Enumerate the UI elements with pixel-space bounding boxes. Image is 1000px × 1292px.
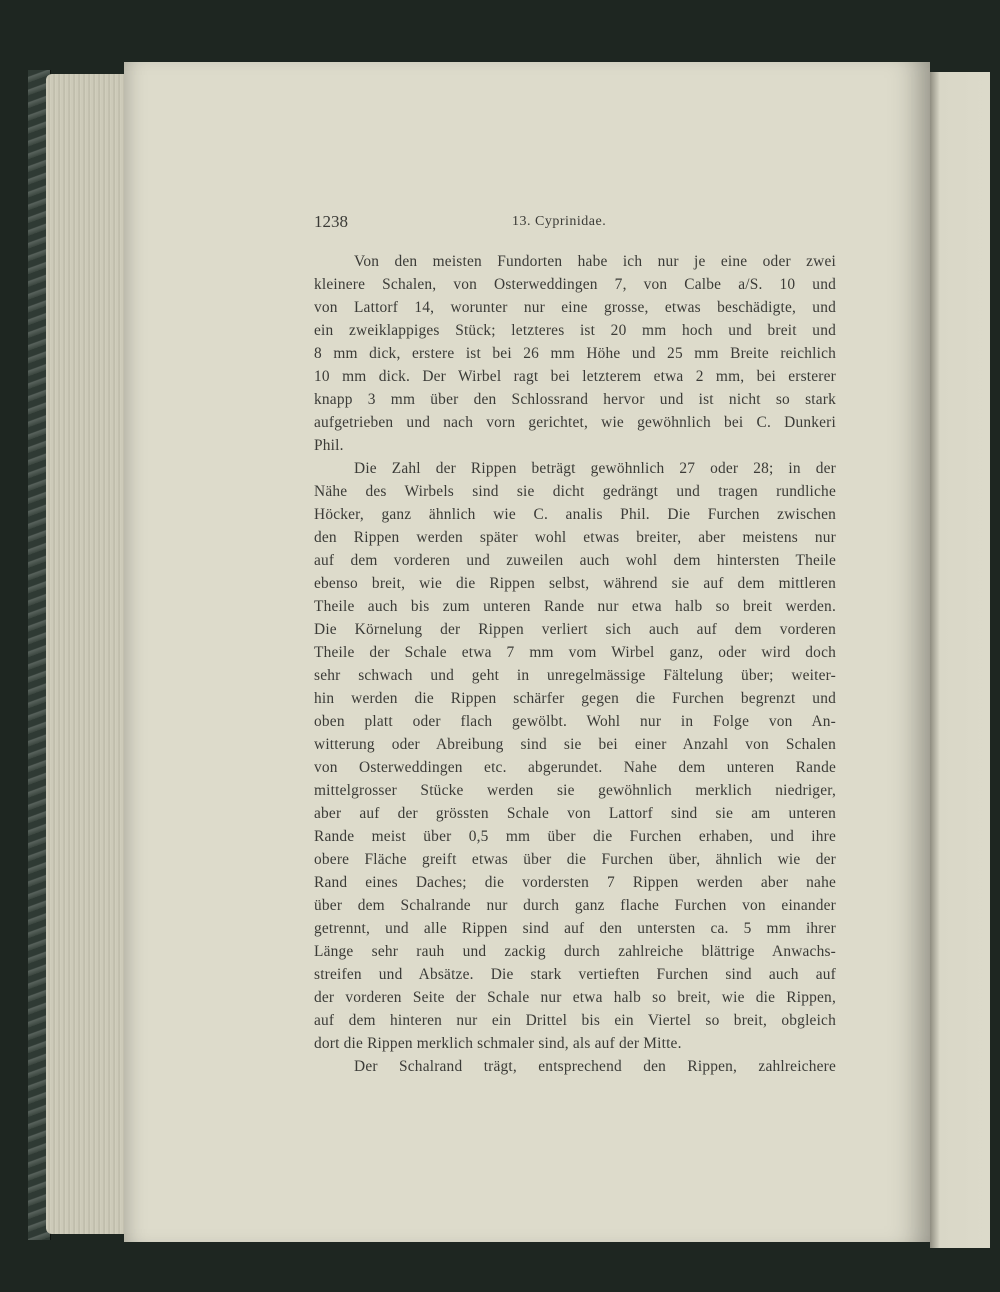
text-line: der vorderen Seite der Schale nur etwa halb so breit, wie die Rippen, [314, 989, 836, 1006]
right-page-edge [930, 72, 990, 1248]
text-line: Rande meist über 0,5 mm über die Furchen erhaben, und ihre [314, 828, 836, 845]
text-line: kleinere Schalen, von Osterweddingen 7, von Calbe a/S. 10 und [314, 276, 836, 293]
text-line: getrennt, und alle Rippen sind auf den untersten ca. 5 mm ihrer [314, 920, 836, 937]
text-line: 8 mm dick, erstere ist bei 26 mm Höhe und 25 mm Breite reichlich [314, 345, 836, 362]
text-line: mittelgrosser Stücke werden sie gewöhnlich merklich niedriger, [314, 782, 836, 799]
text-line: aufgetrieben und nach vorn gerichtet, wie gewöhnlich bei C. Dunkeri [314, 414, 836, 431]
text-line: Höcker, ganz ähnlich wie C. analis Phil. Die Furchen zwischen [314, 506, 836, 523]
page-number: 1238 [314, 212, 348, 231]
text-line: oben platt oder flach gewölbt. Wohl nur in Folge von An- [314, 713, 836, 730]
text-line: Rand eines Daches; die vordersten 7 Rippen werden aber nahe [314, 874, 836, 891]
text-line: Theile der Schale etwa 7 mm vom Wirbel ganz, oder wird doch [314, 644, 836, 661]
text-line: über dem Schalrande nur durch ganz flache Furchen von einander [314, 897, 836, 914]
text-line: Der Schalrand trägt, entsprechend den Rippen, zahlreichere [354, 1058, 836, 1075]
text-line: Nähe des Wirbels sind sie dicht gedrängt und tragen rundliche [314, 483, 836, 500]
text-line: aber auf der grössten Schale von Lattorf sind sie am unteren [314, 805, 836, 822]
text-line: witterung oder Abreibung sind sie bei einer Anzahl von Schalen [314, 736, 836, 753]
text-line: von Lattorf 14, worunter nur eine grosse, etwas beschädigte, und [314, 299, 836, 316]
text-line: 10 mm dick. Der Wirbel ragt bei letzterem etwa 2 mm, bei ersterer [314, 368, 836, 385]
text-line: Phil. [314, 437, 344, 454]
text-line: streifen und Absätze. Die stark vertieften Furchen sind auch auf [314, 966, 836, 983]
page-edges [46, 74, 136, 1234]
text-line: ein zweiklappiges Stück; letzteres ist 20 mm hoch und breit und [314, 322, 836, 339]
text-line: sehr schwach und geht in unregelmässige Fältelung über; weiter- [314, 667, 836, 684]
text-line: von Osterweddingen etc. abgerundet. Nahe dem unteren Rande [314, 759, 836, 776]
text-line: obere Fläche greift etwas über die Furchen über, ähnlich wie der [314, 851, 836, 868]
body-text [314, 250, 836, 1078]
text-line: Die Zahl der Rippen beträgt gewöhnlich 27 oder 28; in der [354, 460, 836, 477]
text-line: auf dem hinteren nur ein Drittel bis ein Viertel so breit, obgleich [314, 1012, 836, 1029]
text-line: Die Körnelung der Rippen verliert sich auch auf dem vorderen [314, 621, 836, 638]
text-line: Länge sehr rauh und zackig durch zahlreiche blättrige Anwachs- [314, 943, 836, 960]
text-line: hin werden die Rippen schärfer gegen die Furchen begrenzt und [314, 690, 836, 707]
running-title: 13. Cyprinidae. [512, 214, 607, 229]
text-line: knapp 3 mm über den Schlossrand hervor und ist nicht so stark [314, 391, 836, 408]
text-line: ebenso breit, wie die Rippen selbst, während sie auf dem mittleren [314, 575, 836, 592]
text-line: auf dem vorderen und zuweilen auch wohl dem hintersten Theile [314, 552, 836, 569]
text-line: Von den meisten Fundorten habe ich nur je eine oder zwei [354, 253, 836, 270]
text-line: den Rippen werden später wohl etwas breiter, aber meistens nur [314, 529, 836, 546]
text-line: dort die Rippen merklich schmaler sind, als auf der Mitte. [314, 1035, 682, 1052]
page-header [314, 212, 836, 238]
text-line: Theile auch bis zum unteren Rande nur etwa halb so breit werden. [314, 598, 836, 615]
